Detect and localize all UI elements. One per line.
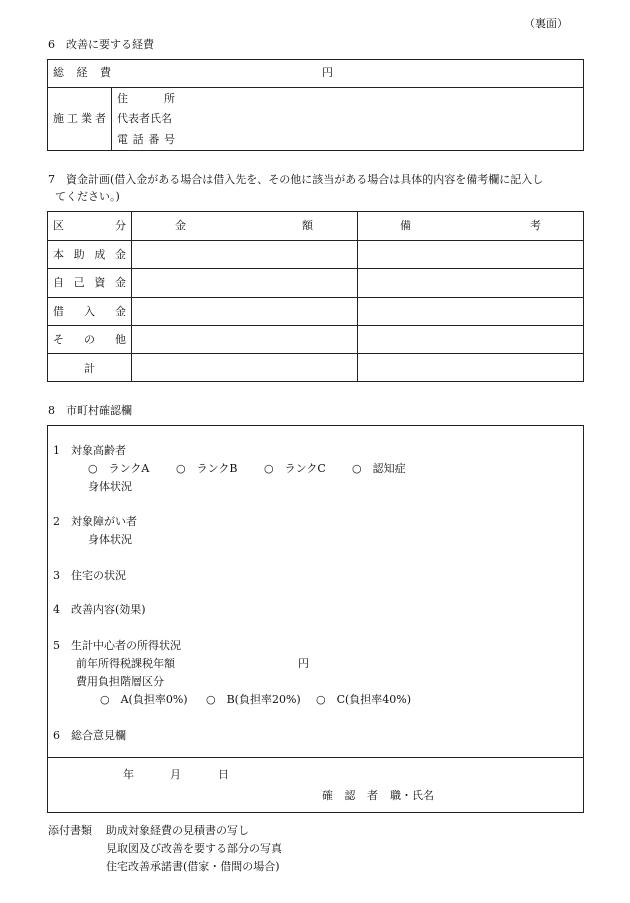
item2-disabled: 2 対象障がい者 xyxy=(53,515,137,528)
item1-elderly: 1 対象高齢者 xyxy=(53,444,126,457)
col-remarks-header: 備 考 xyxy=(400,219,541,232)
burden-option-b: ○ B(負担率20%) xyxy=(206,693,301,706)
section8-heading: 8 市町村確認欄 xyxy=(48,404,132,417)
divider xyxy=(47,353,584,354)
date-month: 月 xyxy=(170,768,181,781)
section6-heading: 6 改善に要する経費 xyxy=(48,38,154,51)
income-tax-yen: 円 xyxy=(298,657,309,670)
divider xyxy=(47,87,584,88)
total-cost-label: 総 経 費 xyxy=(53,66,111,79)
burden-class-label: 費用負担階層区分 xyxy=(76,675,164,688)
attachment-item: 住宅改善承諾書(借家・借間の場合) xyxy=(106,860,280,873)
row-label-total: 計 xyxy=(84,362,95,375)
burden-option-c: ○ C(負担率40%) xyxy=(316,693,412,706)
row-label-own-funds: 自 己 資 金 xyxy=(53,276,126,289)
divider xyxy=(111,87,112,151)
divider xyxy=(47,268,584,269)
rank-option-a: ○ ランクA xyxy=(88,462,150,475)
contractor-label: 施 工 業 者 xyxy=(53,112,106,125)
item4-improvement: 4 改善内容(効果) xyxy=(53,603,146,616)
page-side-label: （裏面） xyxy=(524,17,568,30)
divider xyxy=(47,297,584,298)
confirmer-title-name: 職・氏名 xyxy=(390,789,434,802)
attachment-item: 見取図及び改善を要する部分の写真 xyxy=(106,842,282,855)
row-label-subsidy: 本 助 成 金 xyxy=(53,248,126,261)
divider xyxy=(47,757,584,758)
row-label-loan: 借 入 金 xyxy=(53,305,126,318)
col-category-header: 区 分 xyxy=(53,219,126,232)
date-year: 年 xyxy=(123,768,134,781)
income-tax-label: 前年所得税課税年額 xyxy=(76,657,175,670)
divider xyxy=(47,325,584,326)
phone-label: 電 話 番 号 xyxy=(117,133,175,146)
item5-income: 5 生計中心者の所得状況 xyxy=(53,639,181,652)
divider xyxy=(47,240,584,241)
burden-option-a: ○ A(負担率0%) xyxy=(100,693,188,706)
representative-label: 代表者氏名 xyxy=(117,112,172,125)
total-cost-yen: 円 xyxy=(322,66,333,79)
section7-heading-cont: てください。) xyxy=(55,190,120,203)
rank-option-dementia: ○ 認知症 xyxy=(352,462,406,475)
item3-housing: 3 住宅の状況 xyxy=(53,569,126,582)
col-amount-header: 金 額 xyxy=(175,219,313,232)
attachments-label: 添付書類 xyxy=(48,824,92,837)
item6-opinion: 6 総合意見欄 xyxy=(53,729,126,742)
confirmer-label: 確 認 者 xyxy=(322,789,378,802)
attachment-item: 助成対象経費の見積書の写し xyxy=(106,824,249,837)
rank-option-c: ○ ランクC xyxy=(264,462,326,475)
rank-option-b: ○ ランクB xyxy=(176,462,238,475)
section7-heading: 7 資金計画(借入金がある場合は借入先を、その他に該当がある場合は具体的内容を備考欄に記入し xyxy=(48,173,544,186)
address-label: 住 所 xyxy=(117,92,175,105)
physical-status-1: 身体状況 xyxy=(88,480,132,493)
row-label-other: そ の 他 xyxy=(53,333,126,346)
physical-status-2: 身体状況 xyxy=(88,533,132,546)
date-day: 日 xyxy=(218,768,229,781)
